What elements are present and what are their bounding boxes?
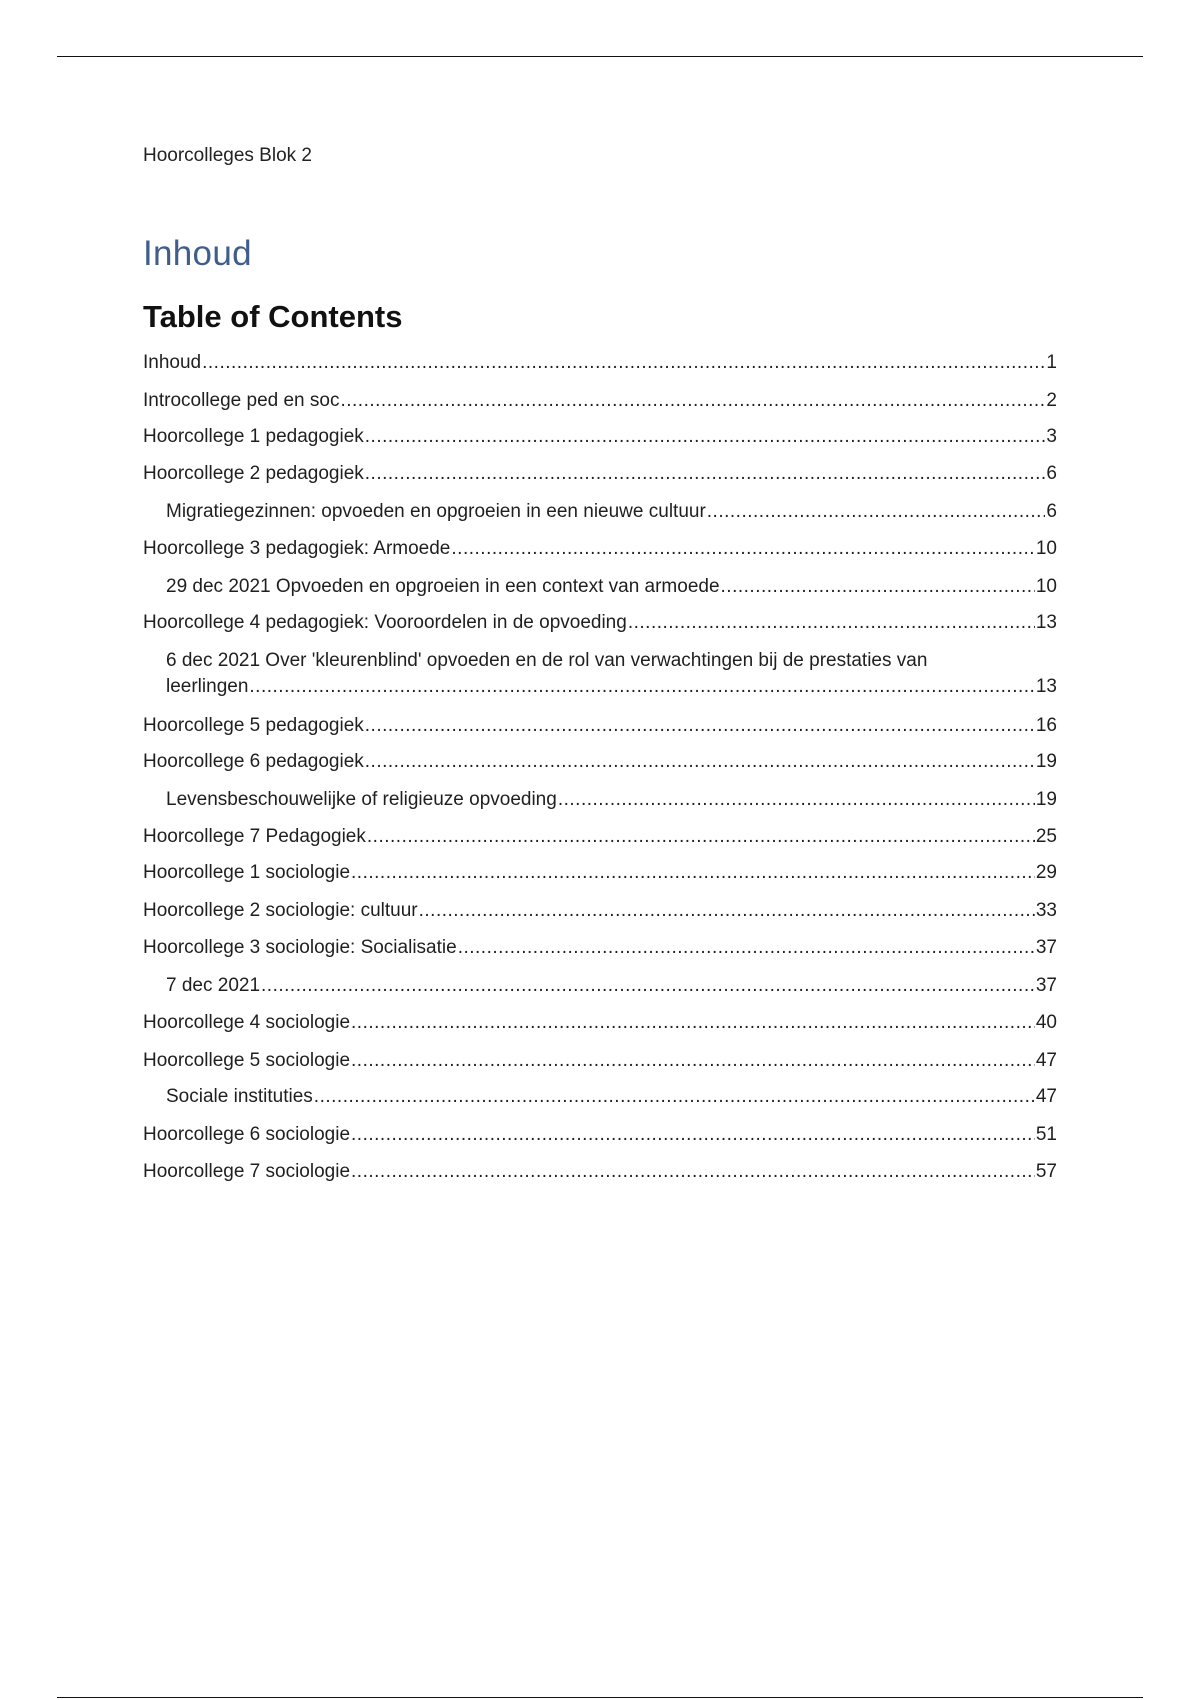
toc-entry[interactable]	[143, 350, 1057, 376]
toc-leader-dots	[351, 1010, 1035, 1036]
toc-subentry[interactable]	[166, 499, 1057, 525]
toc-entry-title: 29 dec 2021 Opvoeden en opgroeien in een context van armoede	[166, 576, 720, 597]
toc-entry-title: Sociale instituties	[166, 1086, 313, 1107]
toc-leader-dots	[365, 713, 1035, 739]
toc-page-number: 40	[1035, 1012, 1057, 1033]
toc-entry[interactable]	[143, 749, 1057, 775]
toc-leader-dots	[367, 824, 1035, 850]
toc-leader-dots	[351, 1122, 1035, 1148]
toc-entry-title: Hoorcollege 2 sociologie: cultuur	[143, 900, 418, 921]
toc-leader-dots	[707, 499, 1046, 525]
toc-entry-title: Hoorcollege 3 sociologie: Socialisatie	[143, 937, 457, 958]
toc-page-number: 37	[1035, 937, 1057, 958]
toc-leader-dots	[202, 350, 1045, 376]
toc-leader-dots	[365, 749, 1035, 775]
toc-subentry[interactable]	[166, 648, 1057, 700]
toc-entry-title: Hoorcollege 7 sociologie	[143, 1161, 351, 1182]
toc-leader-dots	[419, 898, 1035, 924]
toc-entry-title-line1: 6 dec 2021 Over 'kleurenblind' opvoeden en de rol van verwachtingen bij de prestaties van	[166, 650, 928, 671]
toc-leader-dots	[261, 973, 1035, 999]
toc-leader-dots	[451, 536, 1034, 562]
toc-page-number: 13	[1035, 612, 1057, 633]
toc-entry[interactable]	[143, 1159, 1057, 1185]
toc-entry-title: Hoorcollege 6 sociologie	[143, 1124, 351, 1145]
toc-page-number: 37	[1035, 975, 1057, 996]
toc-page-number: 3	[1046, 426, 1057, 447]
toc-page-number: 57	[1035, 1161, 1057, 1182]
toc-page-number: 51	[1035, 1124, 1057, 1145]
toc-entry-title: leerlingen	[166, 676, 249, 697]
toc-subentry[interactable]	[166, 1084, 1057, 1110]
toc-entry[interactable]	[143, 388, 1057, 414]
toc-leader-dots	[365, 461, 1046, 487]
toc-entry-title: Hoorcollege 7 Pedagogiek	[143, 826, 366, 847]
toc-entry[interactable]	[143, 713, 1057, 739]
toc-entry-title: Hoorcollege 5 sociologie	[143, 1050, 351, 1071]
toc-entry[interactable]	[143, 536, 1057, 562]
toc-page-number: 2	[1046, 390, 1057, 411]
toc-entry[interactable]	[143, 610, 1057, 636]
toc-leader-dots	[628, 610, 1035, 636]
toc-entry-title: Introcollege ped en soc	[143, 390, 340, 411]
toc-page-number: 10	[1035, 538, 1057, 559]
toc-page-number: 6	[1046, 463, 1057, 484]
toc-entry-title: Inhoud	[143, 352, 202, 373]
toc-entry[interactable]	[143, 424, 1057, 450]
toc-entry-title: Hoorcollege 4 pedagogiek: Vooroordelen in de opvoeding	[143, 612, 627, 633]
toc-page-number: 6	[1046, 501, 1057, 522]
toc-page-number: 47	[1035, 1050, 1057, 1071]
top-page-rule	[57, 56, 1143, 57]
toc-entry-title: Hoorcollege 2 pedagogiek	[143, 463, 364, 484]
toc-entry[interactable]	[143, 860, 1057, 886]
toc-entry-title: Hoorcollege 5 pedagogiek	[143, 715, 364, 736]
toc-page-number: 1	[1046, 352, 1057, 373]
toc-leader-dots	[458, 935, 1035, 961]
toc-page-number: 29	[1035, 862, 1057, 883]
toc-page-number: 19	[1035, 789, 1057, 810]
toc-entry-title: Hoorcollege 3 pedagogiek: Armoede	[143, 538, 451, 559]
toc-title: Table of Contents	[143, 299, 403, 334]
toc-entry-title: Hoorcollege 4 sociologie	[143, 1012, 351, 1033]
toc-leader-dots	[351, 1048, 1035, 1074]
toc-subentry[interactable]	[166, 973, 1057, 999]
toc-page-number: 19	[1035, 751, 1057, 772]
contents-heading: Inhoud	[143, 234, 252, 273]
toc-page-number: 33	[1035, 900, 1057, 921]
document-header: Hoorcolleges Blok 2	[143, 145, 312, 166]
toc-page-number: 10	[1035, 576, 1057, 597]
toc-leader-dots	[365, 424, 1046, 450]
toc-entry-title: Migratiegezinnen: opvoeden en opgroeien in een nieuwe cultuur	[166, 501, 706, 522]
toc-entry[interactable]	[143, 1122, 1057, 1148]
bottom-page-rule	[57, 1697, 1143, 1698]
toc-subentry[interactable]	[166, 787, 1057, 813]
toc-entry[interactable]	[143, 935, 1057, 961]
toc-entry-title: Hoorcollege 6 pedagogiek	[143, 751, 364, 772]
toc-leader-dots	[721, 574, 1035, 600]
toc-page-number: 13	[1035, 676, 1057, 697]
toc-entry[interactable]	[143, 898, 1057, 924]
toc-page-number: 47	[1035, 1086, 1057, 1107]
toc-entry[interactable]	[143, 1048, 1057, 1074]
toc-page-number: 16	[1035, 715, 1057, 736]
toc-leader-dots	[340, 388, 1045, 414]
toc-entry-title: Hoorcollege 1 sociologie	[143, 862, 351, 883]
toc-entry-title: Hoorcollege 1 pedagogiek	[143, 426, 364, 447]
toc-leader-dots	[249, 674, 1034, 700]
toc-entry[interactable]	[143, 461, 1057, 487]
toc-entry[interactable]	[143, 824, 1057, 850]
toc-entry-title: 7 dec 2021	[166, 975, 261, 996]
toc-leader-dots	[314, 1084, 1035, 1110]
toc-entry-title: Levensbeschouwelijke of religieuze opvoeding	[166, 789, 557, 810]
toc-leader-dots	[558, 787, 1035, 813]
toc-entry[interactable]	[143, 1010, 1057, 1036]
toc-subentry[interactable]	[166, 574, 1057, 600]
toc-leader-dots	[351, 860, 1035, 886]
toc-page-number: 25	[1035, 826, 1057, 847]
toc-leader-dots	[351, 1159, 1035, 1185]
